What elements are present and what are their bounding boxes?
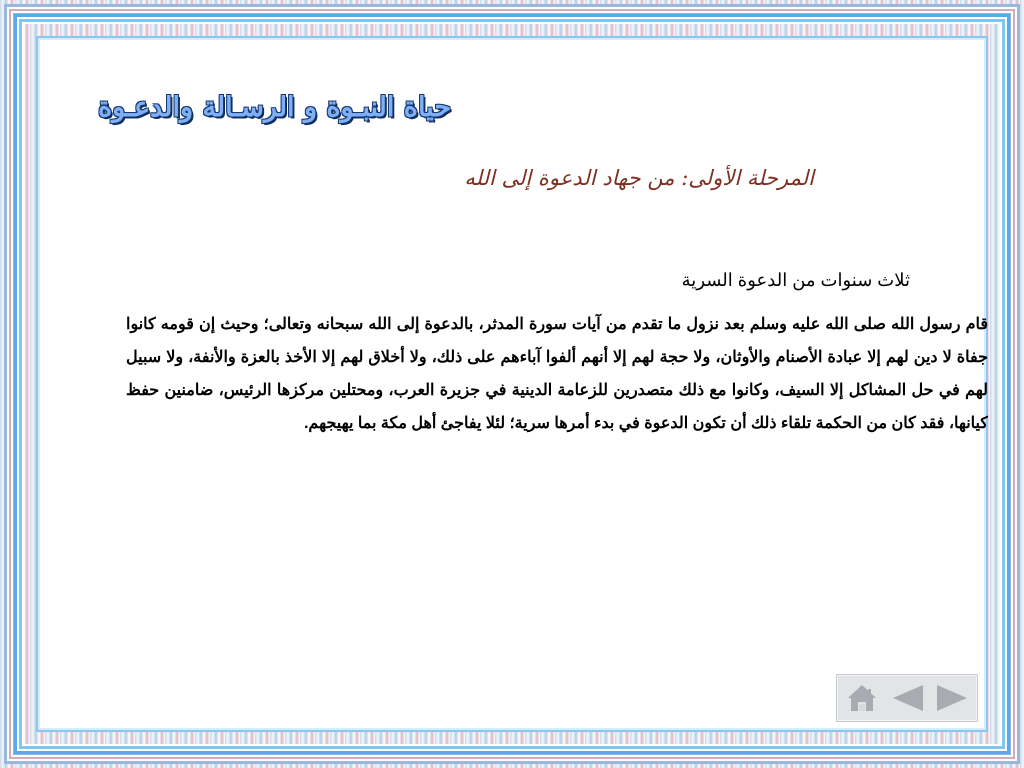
body-paragraph: قام رسول الله صلى الله عليه وسلم بعد نزول ما تقدم من آيات سورة المدثر، بالدعوة إلى الله سبحانه وتعالى؛ وحيث إن قومه كانوا جفاة لا دين لهم إلا عبادة الأصنام والأوثان، ولا حجة لهم إلا أنهم ألفوا آباءهم على ذلك، ولا أخلاق لهم إلا الأخذ بالعزة والأنفة، ولا سبيل لهم في حل المشاكل إلا السيف، وكانوا مع ذلك متصدرين للزعامة الدينية في جزيرة العرب، ومحتلين مركزها الرئيس، ضامنين حفظ كيانها، فقد كان من الحكمة تلقاء ذلك أن تكون الدعوة في بدء أمرها سرية؛ لئلا يفاجئ أهل مكة بما يهيجهم. [126, 316, 988, 432]
previous-arrow-icon [888, 681, 926, 715]
home-button[interactable] [843, 679, 881, 717]
home-icon [845, 681, 879, 715]
next-slide-button[interactable] [933, 679, 971, 717]
slide-content-panel [40, 40, 988, 728]
slide-navigation-bar [836, 674, 978, 722]
section-heading: ثلاث سنوات من الدعوة السرية [681, 270, 910, 290]
previous-slide-button[interactable] [888, 679, 926, 717]
next-arrow-icon [933, 681, 971, 715]
slide-title: حياة النبـوة و الرسـالة والدعـوة [98, 92, 452, 123]
slide-subtitle: المرحلة الأولى: من جهاد الدعوة إلى الله [464, 166, 814, 190]
